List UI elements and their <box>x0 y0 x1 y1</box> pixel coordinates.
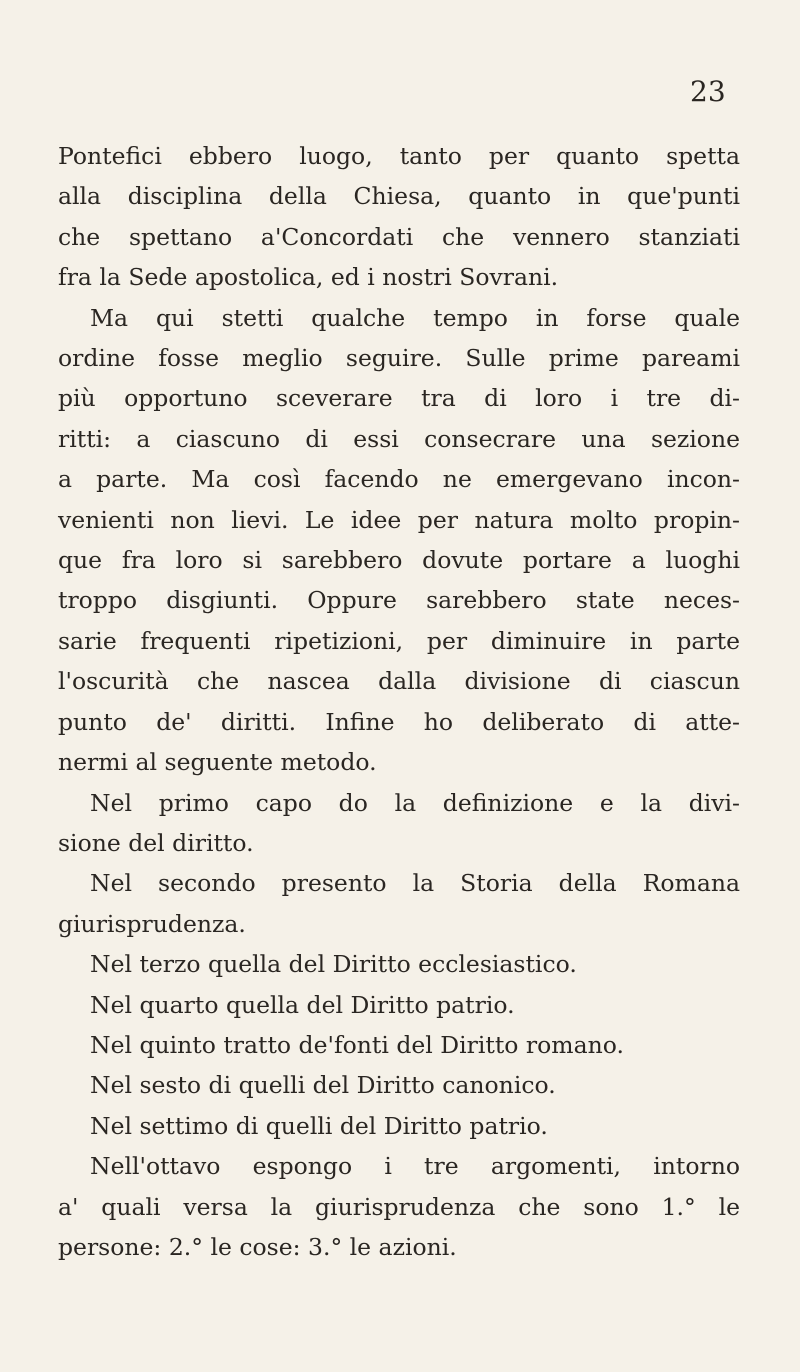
text-line: ritti: a ciascuno di essi consecrare una sezione <box>58 424 740 453</box>
text-line: Nel secondo presento la Storia della Romana <box>90 869 740 898</box>
text-line: sarie frequenti ripetizioni, per diminuire in parte <box>58 626 740 655</box>
text-line: Nel quinto tratto de'fonti del Diritto romano. <box>90 1030 624 1059</box>
text-line: più opportuno sceverare tra di loro i tre di- <box>58 384 740 413</box>
text-line: ordine fosse meglio seguire. Sulle prime pareami <box>58 344 740 373</box>
text-line: venienti non lievi. Le idee per natura molto propin- <box>58 505 740 534</box>
text-line: nermi al seguente metodo. <box>58 748 377 777</box>
text-line: que fra loro si sarebbero dovute portare a luoghi <box>58 546 740 575</box>
text-line: alla disciplina della Chiesa, quanto in que'punti <box>58 182 740 211</box>
text-line: Nel primo capo do la definizione e la divi- <box>90 788 740 817</box>
text-line: punto de' diritti. Infine ho deliberato di atte- <box>58 707 740 736</box>
text-line: Pontefici ebbero luogo, tanto per quanto spetta <box>58 142 740 170</box>
text-line: sione del diritto. <box>58 828 254 857</box>
text-line: l'oscurità che nascea dalla divisione di ciascun <box>58 667 740 696</box>
text-line: a' quali versa la giurisprudenza che sono 1.° le <box>58 1192 740 1221</box>
page-number: 23 <box>690 75 726 108</box>
text-line: Nel quarto quella del Diritto patrio. <box>90 990 515 1019</box>
body-text <box>58 136 740 1267</box>
text-line: Nel terzo quella del Diritto ecclesiastico. <box>90 950 577 979</box>
text-line: fra la Sede apostolica, ed i nostri Sovrani. <box>58 263 559 292</box>
text-line: persone: 2.° le cose: 3.° le azioni. <box>58 1232 457 1261</box>
text-line: Nel sesto di quelli del Diritto canonico. <box>90 1071 556 1100</box>
text-line: Nel settimo di quelli del Diritto patrio. <box>90 1111 548 1140</box>
text-line: troppo disgiunti. Oppure sarebbero state neces- <box>58 586 740 615</box>
text-line: che spettano a'Concordati che vennero stanziati <box>58 222 740 251</box>
text-line: a parte. Ma così facendo ne emergevano incon- <box>58 465 740 494</box>
text-line: giurisprudenza. <box>58 909 246 938</box>
text-line: Nell'ottavo espongo i tre argomenti, intorno <box>90 1152 740 1181</box>
text-line: Ma qui stetti qualche tempo in forse quale <box>90 303 740 332</box>
